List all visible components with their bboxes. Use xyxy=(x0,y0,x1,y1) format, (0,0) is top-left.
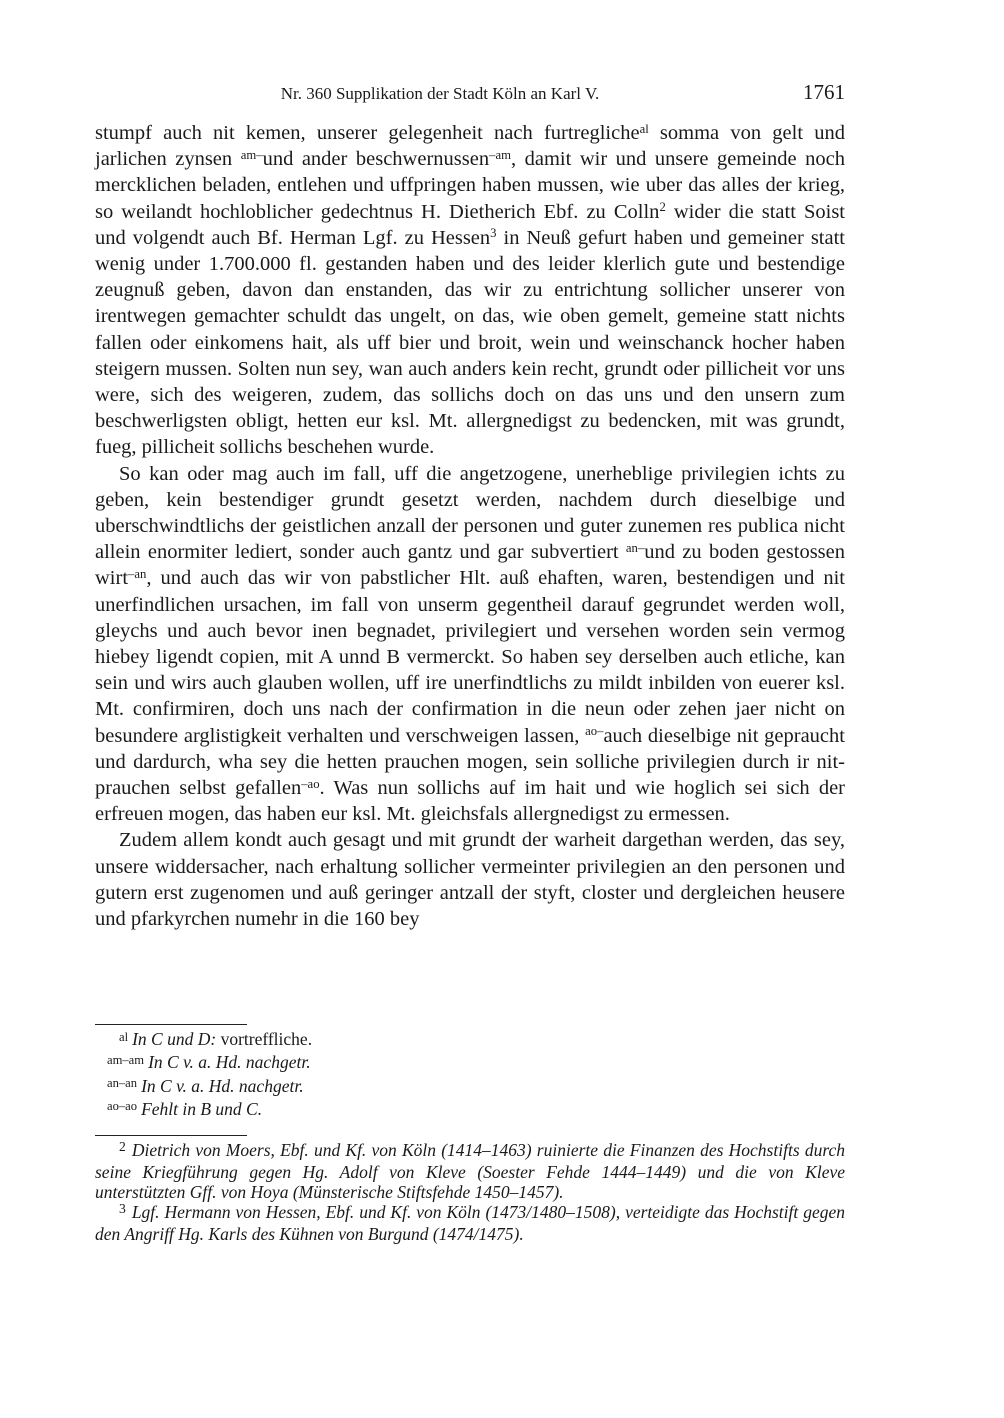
apparatus-lemma: In C v. a. Hd. nachgetr. xyxy=(141,1075,304,1096)
apparatus-mark: al xyxy=(119,1029,129,1044)
footnote xyxy=(95,1140,845,1202)
note-marker: –am xyxy=(489,147,511,162)
apparatus-text: vortreffliche. xyxy=(216,1029,313,1049)
running-title: Nr. 360 Supplikation der Stadt Köln an Karl V. xyxy=(280,84,600,103)
note-marker: –an xyxy=(128,567,147,582)
footnote xyxy=(95,1202,845,1244)
footnote-rule xyxy=(95,1135,247,1136)
apparatus-mark: am–am xyxy=(107,1052,145,1067)
apparatus-note xyxy=(95,1029,845,1052)
apparatus-mark: ao–ao xyxy=(107,1099,138,1114)
text-run: in Neuß gefurt haben und gemeiner statt wenig under 1.700.000 fl. gestanden haben und des leider klerlich gute und bestendige zeugnuß geben, davon dan enstanden, das wir zu entrichtung sollicher unserer von irentwegen gemachter schuldt das ungelt, on das, wie oben gemelt, gemeine statt nichts fallen oder einkomens hait, als uff bier und broit, wein und weinschanck hocher haben steigern mussen. Solten nun sey, wan auch anders kein recht, grundt oder pillicheit vor uns were, sich des weigeren, zudem, das sollichs doch on das uns und den unsern zum beschwerligsten obligt, hetten eur ksl. Mt. allergnedigst zu bedencken, mit was grundt, fueg, pillicheit sollichs beschehen wurde. xyxy=(95,226,845,459)
note-marker: –ao xyxy=(301,776,320,791)
apparatus-note xyxy=(95,1052,845,1075)
apparatus-mark: an–an xyxy=(107,1076,138,1091)
text-run: und zu boden gestossen wirt xyxy=(95,541,845,590)
text-run: . Was nun sollichs auf im hait und wie hoglich sei sich der erfreuen mogen, das haben eur ksl. Mt. gleichsfals allergnedigst zu ermessen. xyxy=(95,777,845,826)
text-run: stumpf auch nit kemen, unserer gelegenheit nach furtregliche xyxy=(95,122,640,144)
footnote-text: Dietrich von Moers, Ebf. und Kf. von Köln (1414–1463) ruinierte die Finanzen des Hochstifts durch seine Kriegführung gegen Hg. Adolf von Kleve (Soester Fehde 1444–1449) und die von Kleve unterstützten Gff. von Hoya (Münsterische Stiftsfehde 1450–1457). xyxy=(95,1140,845,1202)
footnote-number: 2 xyxy=(119,1139,126,1155)
note-marker: am– xyxy=(240,147,263,162)
paragraph xyxy=(95,827,845,932)
apparatus-lemma: Fehlt in B und C. xyxy=(141,1098,263,1119)
page-number: 1761 xyxy=(803,80,845,104)
main-text xyxy=(95,120,845,932)
note-marker: an– xyxy=(625,540,645,555)
apparatus-note xyxy=(95,1076,845,1099)
footnote-number: 3 xyxy=(119,1201,126,1217)
note-marker: 2 xyxy=(659,200,666,215)
text-run: So kan oder mag auch im fall, uff die angetzogene, unerheblige privilegien ichts zu geben, kein bestendiger grundt gesetzt werden, nachdem durch dieselbige und uberschwindtlichs der geistlichen anzall der personen und guter zunemen res publica nicht allein enormiter lediert, sonder auch gantz und gar subvertiert xyxy=(95,462,845,564)
text-run: , und auch das wir von pabstlicher Hlt. auß ehaften, waren, bestendigen und nit unerfindlichen ursachen, im fall von unserm gegentheil darauf gegrundet werden woll, gleychs und auch bevor inen begnadet, privilegiert und versehen worden sein vermog hiebey ligendt copien, mit A unnd B vermerckt. So haben sey derselben auch etliche, kan sein und wirs auch glauben wollen, uff ire unerfindtlichs zu mildt inbilden von euerer ksl. Mt. confirmiren, doch uns nach der confirmation in die neun oder zehen jaer nicht on besundere arglistigkeit verhalten und verschweigen lassen, xyxy=(95,567,845,747)
note-marker: ao– xyxy=(585,724,604,739)
text-apparatus xyxy=(95,1029,845,1122)
paragraph xyxy=(95,461,845,828)
footnote-text: Lgf. Hermann von Hessen, Ebf. und Kf. von Köln (1473/1480–1508), verteidigte das Hochstift gegen den Angriff Hg. Karls des Kühnen von Burgund (1474/1475). xyxy=(95,1202,845,1244)
apparatus-lemma: In C v. a. Hd. nachgetr. xyxy=(148,1052,311,1073)
paragraph xyxy=(95,120,845,461)
apparatus-rule xyxy=(95,1024,247,1025)
text-run: auch dieselbige nit gepraucht und dardurch, wha sey die hetten prauchen mogen, sein solliche privilegien durch ir nit-prauchen selbst gefallen xyxy=(95,724,845,800)
running-header xyxy=(95,80,845,108)
text-run: Zudem allem kondt auch gesagt und mit grundt der warheit dargethan werden, das sey, unsere widdersacher, nach erhaltung sollicher vermeinter privilegien an den personen und gutern erst zugenomen und auß geringer antzall der styft, closter und dergleichen heusere und pfarkyrchen numehr in die 160 bey xyxy=(95,829,845,931)
text-run: wider die statt Soist und volgendt auch Bf. Herman Lgf. zu Hessen xyxy=(95,200,846,249)
text-run: und ander beschwernussen xyxy=(262,148,490,171)
note-marker: 3 xyxy=(490,226,497,241)
apparatus-note xyxy=(95,1099,845,1122)
footnotes xyxy=(95,1140,845,1244)
note-marker: al xyxy=(639,121,649,136)
text-run: somma von gelt und jarlichen zynsen xyxy=(95,122,845,171)
apparatus-lemma: In C und D: xyxy=(132,1029,217,1049)
text-run: , damit wir und unsere gemeinde noch mercklichen beladen, entlehen und uffpringen haben mussen, wie uber das alles der krieg, so weilandt hochloblicher gedechtnus H. Dietherich Ebf. zu Colln xyxy=(95,148,846,223)
